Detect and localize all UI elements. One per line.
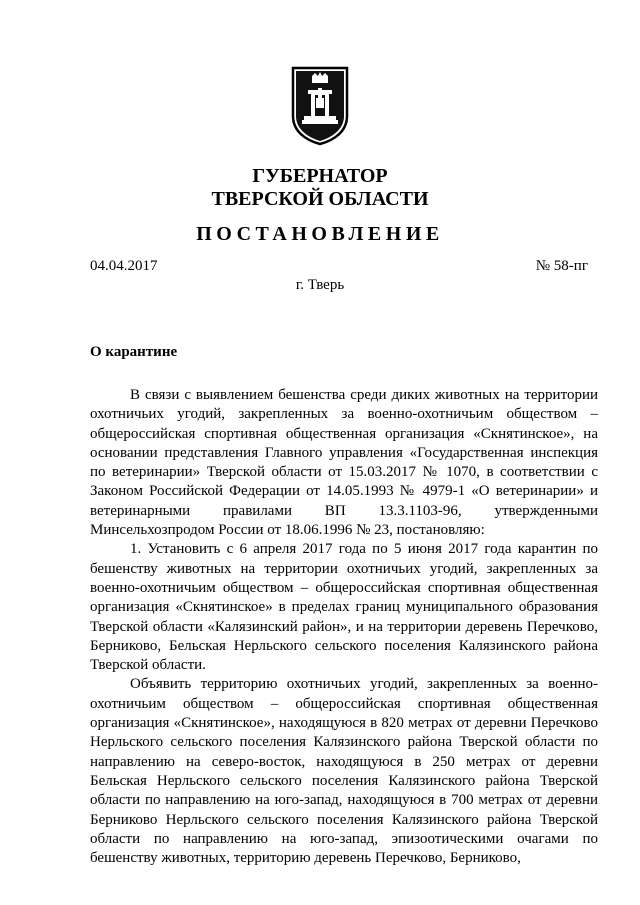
document-body [90,386,598,868]
document-city: г. Тверь [295,277,345,293]
document-type-heading: ПОСТАНОВЛЕНИЕ [196,223,444,245]
document-subject: О карантине [90,344,178,360]
document-date: 04.04.2017 [90,258,158,274]
declaration-paragraph: Объявить территорию охотничьих угодий, закрепленных за военно-охотничьим обществом – общероссийская спортивная общественная организация «Скнятинское», находящуюся в 820 метрах от деревни Перечково Нерльского сельского поселения Калязинского района Тверской области по направлению на северо-восток, находящуюся в 250 метрах от деревни Бельская Нерльского сельского поселения Калязинского района Тверской области по направлению на юго-запад, находящуюся в 700 метрах от деревни Берниково Нерльского сельского поселения Калязинского района Тверской области по направлению на юго-запад, эпизоотическими очагами по бешенству животных, территорию деревень Перечково, Берниково, [90,676,598,867]
clause-1-paragraph: 1. Установить с 6 апреля 2017 года по 5 июня 2017 года карантин по бешенству животных на территории охотничьих угодий, закрепленных за военно-охотничьим обществом – общероссийская спортивная общественная организация «Скнятинское» в пределах границ муниципального образования Тверской области «Калязинский район», и на территории деревень Перечково, Берниково, Бельская Нерльского сельского поселения Калязинского района Тверской области. [90,541,598,674]
region-title: ТВЕРСКОЙ ОБЛАСТИ [211,188,429,210]
preamble-paragraph: В связи с выявлением бешенства среди диких животных на территории охотничьих угодий, закрепленных за военно-охотничьим обществом – общероссийская спортивная общественная организация «Скнятинское», на основании представления Главного управления «Государственная инспекция по ветеринарии» Тверской области от 15.03.2017 № 1070, в соответствии с Законом Российской Федерации от 14.05.1993 № 4979-1 «О ветеринарии» и ветеринарными правилами ВП 13.3.1103-96, утвержденными Минсельхозпродом России от 18.06.1996 № 23, постановляю: [90,387,598,539]
tver-coat-of-arms-icon [290,66,350,146]
document-number: № 58-пг [535,258,588,274]
governor-title: ГУБЕРНАТОР [252,165,388,187]
